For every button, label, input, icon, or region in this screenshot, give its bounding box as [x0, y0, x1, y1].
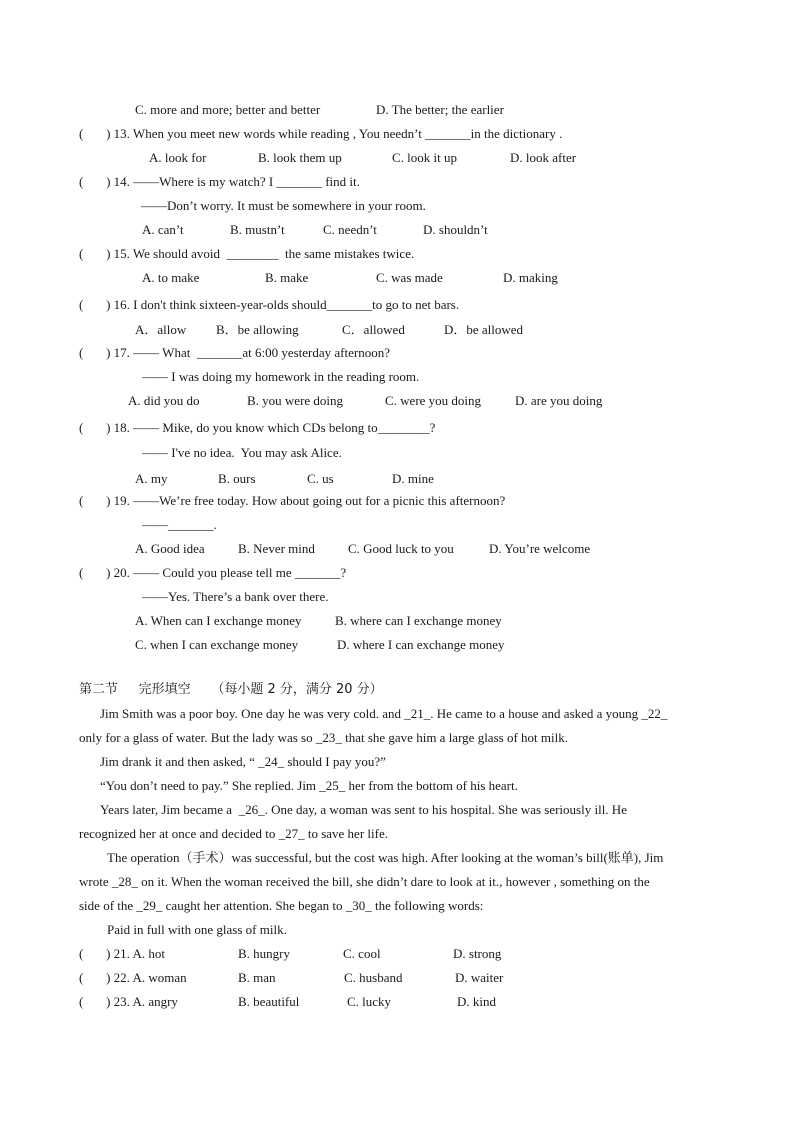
- question-18: ( ) 18. —— Mike, do you know which CDs belong to________?: [79, 420, 436, 435]
- option-b: B. hungry: [238, 946, 290, 961]
- passage-line: side of the _29_ caught her attention. She began to _30_ the following words:: [79, 898, 484, 913]
- option-d: D. where I can exchange money: [337, 637, 505, 652]
- question-16: ( ) 16. I don't think sixteen-year-olds should_______to go to net bars.: [79, 297, 460, 312]
- reply-line: ——_______.: [142, 517, 217, 532]
- option-d: D．be allowed: [444, 322, 524, 337]
- option-d: D. strong: [453, 946, 502, 961]
- reply-line: ——Yes. There’s a bank over there.: [142, 589, 329, 604]
- question-15: ( ) 15. We should avoid ________ the same mistakes twice.: [79, 246, 415, 261]
- option-a: A. my: [135, 471, 168, 486]
- passage-line: Years later, Jim became a _26_. One day, a woman was sent to his hospital. She was seriously ill. He: [100, 802, 627, 817]
- option-b: B. Never mind: [238, 541, 315, 556]
- question-20: ( ) 20. —— Could you please tell me _______?: [79, 565, 347, 580]
- option-b: B. beautiful: [238, 994, 300, 1009]
- option-b: B. look them up: [258, 150, 342, 165]
- option-a: A．allow: [135, 322, 187, 337]
- question-13: ( ) 13. When you meet new words while reading , You needn’t _______in the dictionary .: [79, 126, 563, 141]
- option-d: D. kind: [457, 994, 496, 1009]
- passage-line: Jim Smith was a poor boy. One day he was very cold. and _21_. He came to a house and asked a young _22_: [100, 706, 668, 721]
- option-b: B. man: [238, 970, 276, 985]
- option-d: D. look after: [510, 150, 577, 165]
- question-23: ( ) 23. A. angry: [79, 994, 178, 1009]
- option-a: A. can’t: [142, 222, 184, 237]
- section-heading: 第二节 完形填空 （每小题 2 分，满分 20 分）: [79, 682, 383, 697]
- option-d: D. You’re welcome: [489, 541, 591, 556]
- option-c: C. husband: [344, 970, 403, 985]
- option-c: C. us: [307, 471, 334, 486]
- option-b: B．be allowing: [216, 322, 299, 337]
- passage-line: The operation（手术）was successful, but the cost was high. After looking at the woman’s bill(账单), Jim: [107, 850, 664, 865]
- option-a: A. did you do: [128, 393, 200, 408]
- option-d: D. waiter: [455, 970, 504, 985]
- passage-line: recognized her at once and decided to _27_ to save her life.: [79, 826, 388, 841]
- option-c: C. more and more; better and better: [135, 102, 321, 117]
- question-14: ( ) 14. ——Where is my watch? I _______ find it.: [79, 174, 360, 189]
- reply-line: ——Don’t worry. It must be somewhere in your room.: [141, 198, 426, 213]
- question-19: ( ) 19. ——We’re free today. How about going out for a picnic this afternoon?: [79, 493, 506, 508]
- option-c: C. Good luck to you: [348, 541, 454, 556]
- option-b: B. you were doing: [247, 393, 344, 408]
- option-c: C. were you doing: [385, 393, 482, 408]
- option-a: A. to make: [142, 270, 200, 285]
- reply-line: —— I've no idea. You may ask Alice.: [142, 445, 342, 460]
- option-b: B. where can I exchange money: [335, 613, 502, 628]
- option-a: A. Good idea: [135, 541, 205, 556]
- passage-line: Jim drank it and then asked, “ _24_ should I pay you?”: [100, 754, 386, 769]
- passage-line: “You don’t need to pay.” She replied. Jim _25_ her from the bottom of his heart.: [100, 778, 518, 793]
- option-c: C. when I can exchange money: [135, 637, 299, 652]
- option-d: D. shouldn’t: [423, 222, 488, 237]
- option-d: D. The better; the earlier: [376, 102, 504, 117]
- option-d: D. are you doing: [515, 393, 603, 408]
- passage-line: only for a glass of water. But the lady was so _23_ that she gave him a large glass of hot milk.: [79, 730, 568, 745]
- option-b: B. mustn’t: [230, 222, 285, 237]
- option-c: C. cool: [343, 946, 381, 961]
- option-d: D. making: [503, 270, 558, 285]
- option-d: D. mine: [392, 471, 434, 486]
- option-c: C. look it up: [392, 150, 458, 165]
- option-c: C. lucky: [347, 994, 392, 1009]
- passage-line: wrote _28_ on it. When the woman received the bill, she didn’t dare to look at it., however , something on the: [79, 874, 650, 889]
- option-c: C. needn’t: [323, 222, 377, 237]
- question-22: ( ) 22. A. woman: [79, 970, 187, 985]
- option-b: B. make: [265, 270, 309, 285]
- option-a: A. look for: [149, 150, 207, 165]
- question-21: ( ) 21. A. hot: [79, 946, 165, 961]
- passage-line: Paid in full with one glass of milk.: [107, 922, 287, 937]
- reply-line: —— I was doing my homework in the reading room.: [142, 369, 420, 384]
- option-b: B. ours: [218, 471, 256, 486]
- option-c: C. was made: [376, 270, 443, 285]
- option-c: C．allowed: [342, 322, 405, 337]
- option-a: A. When can I exchange money: [135, 613, 302, 628]
- question-17: ( ) 17. —— What _______at 6:00 yesterday afternoon?: [79, 345, 390, 360]
